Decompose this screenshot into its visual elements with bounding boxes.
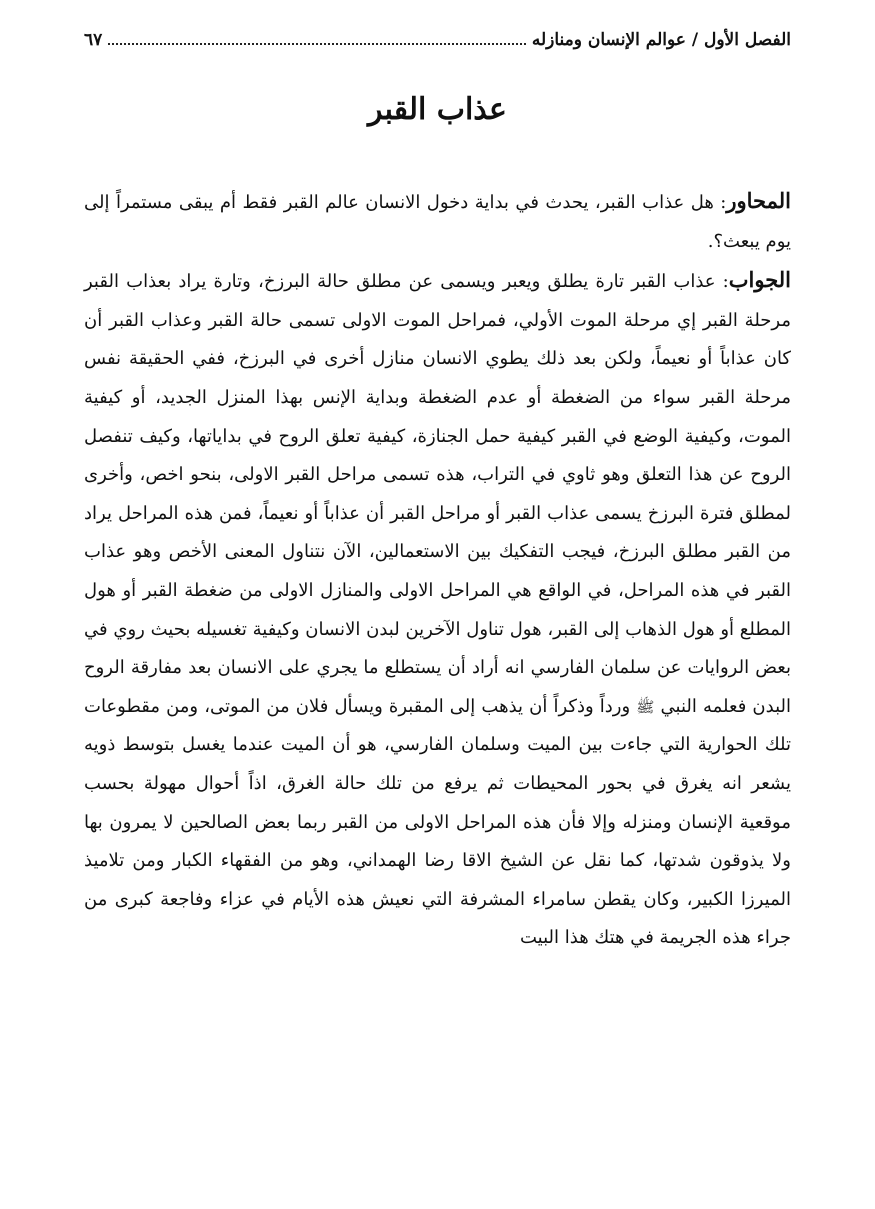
dotted-leader: [108, 42, 526, 45]
question-paragraph: [84, 182, 791, 261]
question-text: : هل عذاب القبر، يحدث في بداية دخول الانسان عالم القبر فقط أم يبقى مستمراً إلى يوم يبعث؟.: [84, 192, 791, 252]
section-title: عذاب القبر: [368, 92, 507, 127]
honorific-symbol: ﷺ: [636, 697, 655, 716]
running-header: [84, 30, 791, 50]
page-number: ٦٧: [84, 30, 103, 50]
answer-speaker: الجواب: [728, 267, 791, 293]
answer-text-part1: : عذاب القبر تارة يطلق ويعبر ويسمى عن مطلق حالة البرزخ، وتارة يراد بعذاب القبر مرحلة القبر إي مرحلة الموت الأولي، فمراحل الموت الاولى تسمى حالة القبر وعذاب القبر أن كان عذاباً أو نعيماً، ولكن بعد ذلك يطوي الانسان منازل أخرى في البرزخ، ففي الحقيقة نفس مرحلة القبر سواء من الضغطة أو عدم الضغطة وبداية الإنس بهذا المنزل الجديد، أو كيفية الموت، وكيفية الوضع في القبر كيفية حمل الجنازة، كيفية تعلق الروح في بداياتها، وكيف تنفصل الروح عن هذا التعلق وهو ثاوي في التراب، هذه تسمى مراحل القبر الاولى، بنحو اخص، وأخرى لمطلق فترة البرزخ يسمى عذاب القبر أو مراحل القبر أن عذاباً أو نعيماً، فمن هذه المراحل يراد من القبر مطلق البرزخ، فيجب التفكيك بين الاستعمالين، الآن نتناول المعنى الأخص وهو عذاب القبر في هذه المراحل، في الواقع هي المراحل الاولى والمنازل الاولى من ضغطة القبر أو هول المطلع أو هول الذهاب إلى القبر، هول تناول الآخرين لبدن الانسان وكيفية تغسيله بحيث روي في بعض الروايات عن سلمان الفارسي انه أراد أن يستطلع ما يجري على الانسان بعد مفارقة الروح البدن فعلمه النبي: [84, 271, 791, 717]
body-text: [84, 182, 791, 958]
answer-paragraph: [84, 261, 791, 958]
question-speaker: المحاور: [726, 188, 791, 213]
chapter-title: الفصل الأول / عوالم الإنسان ومنازله: [531, 30, 791, 50]
answer-text-part2: ورداً وذكراً أن يذهب إلى المقبرة ويسأل فلان من الموتى، ومن مقطوعات تلك الحوارية التي جاءت بين الميت وسلمان الفارسي، هو أن الميت عندما يغسل بتوسط ذويه يشعر انه يغرق في بحور المحيطات ثم يرفع من تلك حالة الغرق، اذاً أحوال مهولة بحسب موقعية الإنسان ومنزله وإلا فأن هذه المراحل الاولى من القبر ربما بعض الصالحين لا يمرون بها ولا يذوقون شدتها، كما نقل عن الشيخ الاقا رضا الهمداني، وهو من الفقهاء الكبار ومن تلاميذ الميرزا الكبير، وكان يقطن سامراء المشرفة التي نعيش هذه الأيام في عزاء وفاجعة كبرى من جراء هذه الجريمة في هتك هذا البيت: [84, 695, 791, 949]
